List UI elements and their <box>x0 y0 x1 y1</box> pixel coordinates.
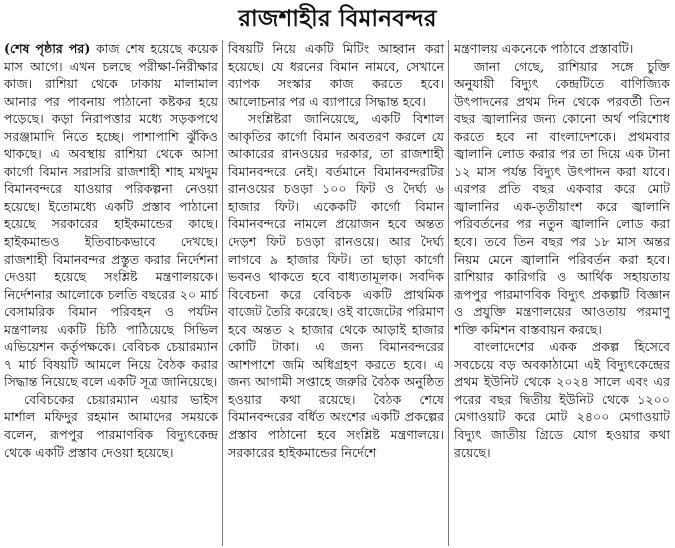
paragraph-5: মন্ত্রণালয় একনেকে পাঠাবে প্রস্তাবটি। <box>454 41 634 56</box>
article-column-3 <box>454 40 670 548</box>
column-divider-2 <box>448 40 449 546</box>
paragraph-1 <box>4 40 218 391</box>
headline: রাজশাহীর বিমানবন্দর <box>238 6 437 32</box>
paragraph-1-text: কাজ শেষ হয়েছে কয়েক মাস আগে। এখন চলছে পরীক্ষা-নিরীক্ষার কাজ। রাশিয়া থেকে ঢাকায় মালামাল আনার পর পাবনায় পাঠানো কষ্টকর হয়ে পড়েছে। কড়া নিরাপত্তার মধ্যে সড়কপথে সরঞ্জামাদি নিতে হচ্ছে। পাশাপাশি ঝুঁকিও থাকছে। এ অবস্থায় রাশিয়া থেকে আসা কার্গো বিমান সরাসরি রাজশাহী শাহ মখদুম বিমানবন্দরে যাওয়ার পরিকল্পনা নেওয়া হয়েছে। ইতোমধ্যে একটি প্রস্তাব পাঠানো হয়েছে সরকারের হাইকমান্ডের কাছে। হাইকমান্ডও ইতিবাচকভাবে দেখছে। রাজশাহী বিমানবন্দর প্রস্তুত করার নির্দেশনা দেওয়া হয়েছে সংশ্লিষ্ট মন্ত্রণালয়কে। নির্দেশনার আলোকে চলতি বছরের ২০ মার্চ বেসামরিক বিমান পরিবহন ও পর্যটন মন্ত্রণালয় একটি চিঠি পাঠিয়েছে সিভিল এভিয়েশন কর্তৃপক্ষকে। বেবিচক চেয়ারম্যান ৭ মার্চ বিষয়টি আমলে নিয়ে বৈঠক করার সিদ্ধান্ত নিয়েছে বলে একটি সূত্র জানিয়েছে। <box>4 41 218 390</box>
article-column-2 <box>228 40 444 548</box>
paragraph-2: বেবিচকের চেয়ারম্যান এয়ার ভাইস মার্শাল মফিদুর রহমান আমাদের সময়কে বলেন, রূপপুর পারমাণবিক বিদ্যুৎকেন্দ্র থেকে একটি প্রস্তাব দেওয়া হয়েছে। <box>4 391 218 460</box>
article-column-1 <box>4 40 218 548</box>
paragraph-6: জানা গেছে, রাশিয়ার সঙ্গে চুক্তি অনুযায়ী বিদ্যুৎ কেন্দ্রটিতে বাণিজ্যিক উৎপাদনের প্রথম দিন থেকে পরবর্তী তিন বছর জ্বালানির জন্য কোনো অর্থ পরিশোধ করতে হবে না বাংলাদেশকে। প্রথমবার জ্বালানি লোড করার পর তা দিয়ে এক টানা ১২ মাস পর্যন্ত বিদ্যুৎ উৎপাদন করা যাবে। এরপর প্রতি বছর একবার করে মোট জ্বালানির এক-তৃতীয়াংশ করে জ্বালানি পরিবর্তনের পর নতুন জ্বালানি লোড করা হবে। তবে তিন বছর পর ১৮ মাস অন্তর নিয়ম মেনে জ্বালানি পরিবর্তন করা হবে। রাশিয়ার কারিগরি ও আর্থিক সহায়তায় রূপপুর পারমাণবিক বিদ্যুৎ প্রকল্পটি বিজ্ঞান ও প্রযুক্তি মন্ত্রণালয়ের আওতায় পরমাণু শক্তি কমিশন বাস্তবায়ন করছে। <box>454 58 670 337</box>
continued-label: (শেষ পৃষ্ঠার পর) <box>4 41 91 56</box>
paragraph-7: বাংলাদেশের একক প্রকল্প হিসেবে সবচেয়ে বড় অবকাঠামো এই বিদ্যুৎকেন্দ্রের প্রথম ইউনিট থেকে ২০২৪ সালে এবং এর পরের বছর দ্বিতীয় ইউনিট থেকে ১২০০ মেগাওয়াট করে মোট ২৪০০ মেগাওয়াট বিদ্যুৎ জাতীয় গ্রিডে যোগ হওয়ার কথা রয়েছে। <box>454 339 670 460</box>
paragraph-3: বিষয়টি নিয়ে একটি মিটিং আহ্বান করা হয়েছে। যে ধরনের বিমান নামবে, সেখানে ব্যাপক সংস্কার কাজ করতে হবে। আলোচনার পর এ ব্যাপারে সিদ্ধান্ত হবে। <box>228 41 444 109</box>
paragraph-4: সংশ্লিষ্টরা জানিয়েছে, একটি বিশাল আকৃতির কার্গো বিমান অবতরণ করলে যে আকারের রানওয়ের দরকার, তা রাজশাহী বিমানবন্দরে নেই। বর্তমানে বিমানবন্দরটির রানওয়ের চওড়া ১০০ ফিট ও দৈর্ঘ্য ৬ হাজার ফিট। একেকটি কার্গো বিমান বিমানবন্দরে নামলে প্রয়োজন হবে অন্তত দেড়শ ফিট চওড়া রানওয়ে। আর দৈর্ঘ্য লাগবে ৯ হাজার ফিট। তা ছাড়া কার্গো ভবনও থাকতে হবে বাধ্যতামূলক। সবদিক বিবেচনা করে বেবিচক একটি প্রাথমিক বাজেট তৈরি করেছে। ওই বাজেটের পরিমাণ হবে অন্তত ২ হাজার থেকে আড়াই হাজার কোটি টাকা। এ জন্য বিমানবন্দরের আশপাশে জমি অধিগ্রহণ করতে হবে। এ জন্য আগামী সপ্তাহে জরুরি বৈঠক অনুষ্ঠিত হওয়ার কথা রয়েছে। বৈঠক শেষে বিমানবন্দরের বর্ধিত অংশের একটি প্রকল্পের প্রস্তাব পাঠানো হবে সংশ্লিষ্ট মন্ত্রণালয়ে। সরকারের হাইকমান্ডের নির্দেশে <box>228 111 444 460</box>
column-divider-1 <box>222 40 223 546</box>
